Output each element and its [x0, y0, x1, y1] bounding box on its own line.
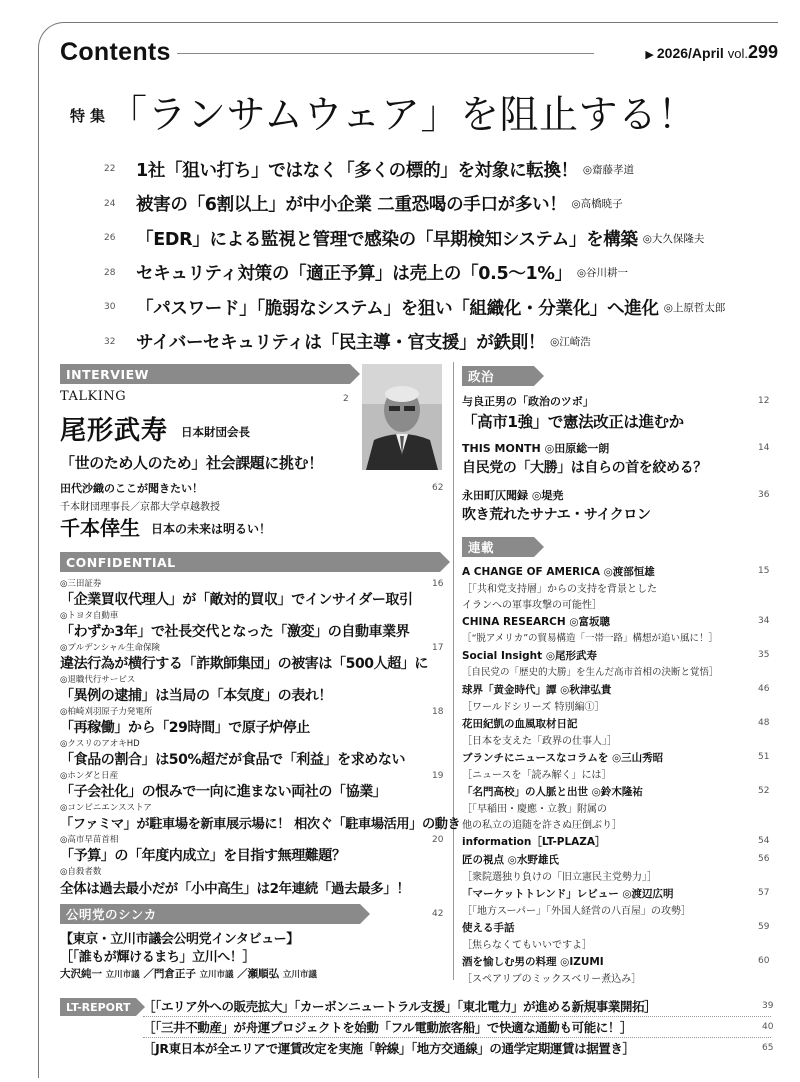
page-number: 22	[104, 164, 116, 175]
article-title: 被害の「6割以上」が中小企業 二重恐喝の手口が多い！	[136, 195, 567, 216]
page-number: 24	[104, 198, 116, 209]
rensai-label[interactable]: 酒を愉しむ男の料理 ◎IZUMI	[462, 956, 604, 968]
row-divider	[143, 1016, 771, 1017]
rensai-page: 59	[758, 922, 770, 932]
item-page: 16	[432, 579, 444, 589]
section-bar-interview	[60, 364, 350, 384]
item-title[interactable]: 「わずか3年」で社長交代となった「激変」の自動車業界	[60, 624, 410, 640]
rensai-page: 35	[758, 650, 770, 660]
item-company: ◎ホンダと日産	[60, 771, 119, 781]
article-title: 1社「狙い打ち」ではなく「多くの標的」を対象に転換！	[136, 160, 578, 181]
rensai-page: 51	[758, 752, 770, 762]
seiji-headline[interactable]: 吹き荒れたサナエ・サイクロン	[462, 507, 651, 523]
page-number: 32	[104, 336, 116, 347]
article-author: ◎高橋暁子	[571, 198, 623, 211]
column-divider	[453, 362, 454, 980]
rensai-label[interactable]: ブランチにニュースなコラムを ◎三山秀昭	[462, 752, 664, 764]
interview-headline: 「世のため人のため」社会課題に挑む！	[60, 454, 323, 472]
title-rule	[172, 53, 594, 54]
item-company: ◎自殺者数	[60, 867, 102, 877]
item-company: ◎高市早苗首相	[60, 835, 119, 845]
member-role: 立川市議	[199, 970, 234, 980]
vol-label: vol.	[727, 46, 748, 61]
article-title: 「パスワード」「脆弱なシステム」を狙い「組織化・分業化」へ進化	[136, 298, 659, 319]
rensai-sub: 他の私立の追随を許さぬ圧倒ぶり］	[462, 820, 622, 831]
separator: ／	[143, 968, 154, 980]
issue-info	[645, 42, 778, 63]
rensai-page: 60	[758, 956, 770, 966]
rensai-label[interactable]: 「名門高校」の人脈と出世 ◎鈴木隆祐	[462, 786, 643, 798]
item-company: ◎トヨタ自動車	[60, 611, 119, 621]
feature-article[interactable]	[104, 187, 780, 222]
seiji-headline[interactable]: 自民党の「大勝」は自らの首を絞める？	[462, 460, 707, 476]
section-label: INTERVIEW	[66, 366, 149, 382]
page-number: 26	[104, 233, 116, 244]
portrait-illustration	[362, 364, 442, 470]
issue-date: 2026/April	[656, 45, 724, 61]
article-title: 「EDR」による監視と管理で感染の「早期検知システム」を構築	[136, 229, 638, 250]
seiji-label: 与良正男の「政治のツボ」	[462, 395, 594, 408]
item-company: ◎柏崎刈羽原子力発電所	[60, 707, 153, 717]
interviewee-name[interactable]: 尾形武寿	[60, 416, 169, 446]
rensai-sub: ［“脱アメリカ”の貿易構造「一帯一路」構想が追い風に！］	[462, 633, 719, 644]
rensai-label[interactable]: 球界「黄金時代」譚 ◎秋津弘貴	[462, 684, 612, 696]
section-label: 連載	[468, 540, 495, 555]
item-title[interactable]: 「子会社化」の恨みで一向に進まない両社の「協業」	[60, 784, 387, 800]
feature-label: 特集	[70, 107, 111, 125]
item-company: ◎コンビニエンスストア	[60, 803, 152, 813]
section-label: 政治	[468, 369, 495, 384]
section-label: LT-REPORT	[66, 1000, 131, 1014]
q-affiliation: 千本財団理事長／京都大学卓越教授	[60, 502, 220, 513]
rensai-label[interactable]: 匠の視点 ◎水野雄氏	[462, 854, 559, 866]
feature-article[interactable]	[104, 256, 780, 291]
rensai-label[interactable]: Social Insight ◎尾形武寿	[462, 650, 597, 662]
article-title: セキュリティ対策の「適正予算」は売上の「0.5〜1%」	[136, 264, 572, 285]
feature-article[interactable]	[104, 325, 780, 360]
komei-page: 42	[432, 909, 444, 919]
rensai-label[interactable]: A CHANGE OF AMERICA ◎渡部恒雄	[462, 566, 655, 578]
member-name: 瀬順弘	[247, 968, 280, 980]
feature-article[interactable]	[104, 221, 780, 256]
section-label: CONFIDENTIAL	[66, 554, 176, 570]
item-page: 18	[432, 707, 444, 717]
item-title[interactable]: 「異例の逮捕」は当局の「本気度」の表れ！	[60, 688, 332, 704]
rensai-sub: ［自民党の「歴史的大勝」を生んだ高市首相の決断と覚悟］	[462, 667, 719, 678]
lt-report-title[interactable]: ［JR東日本が全エリアで運賃改定を実施「幹線」「地方交通線」の通学定期運賃は据置き］	[143, 1041, 635, 1056]
seiji-label: 永田町仄聞録 ◎堤尭	[462, 489, 564, 502]
komei-line2: ［「誰もが輝けるまち」立川へ！］	[60, 950, 256, 965]
article-author: ◎上原哲太郎	[663, 301, 726, 314]
rensai-sub: ［日本を支えた「政界の仕事人」］	[462, 736, 617, 747]
page-title: Contents	[60, 38, 177, 67]
section-bar-seiji	[462, 366, 534, 386]
item-page: 20	[432, 835, 444, 845]
rensai-sub: イランへの軍事攻撃の可能性］	[462, 600, 602, 611]
arrow-icon: ▶	[645, 49, 654, 61]
rensai-page: 56	[758, 854, 770, 864]
rensai-page: 46	[758, 684, 770, 694]
article-author: ◎谷川耕一	[576, 267, 629, 280]
rensai-label[interactable]: 使える手話	[462, 922, 515, 934]
item-title[interactable]: 「ファミマ」が駐車場を新車展示場に！ 相次ぐ「駐車場活用」の動き	[60, 817, 461, 832]
seiji-page: 14	[758, 443, 770, 453]
rensai-page: 57	[758, 888, 770, 898]
feature-title: 「ランサムウェア」を阻止する！	[108, 93, 697, 138]
item-title[interactable]: 全体は過去最小だが「小中高生」は2年連続「過去最多」！	[60, 881, 410, 897]
member-name: 大沢純一	[60, 968, 102, 980]
komei-members	[60, 966, 317, 981]
section-bar-lt-report	[60, 998, 136, 1016]
member-role: 立川市議	[105, 970, 140, 980]
rensai-sub: ［ワールドシリーズ 特別編①］	[462, 702, 605, 713]
rensai-sub: ［「地方スーパー」「外国人経営の八百屋」の攻勢］	[462, 906, 691, 917]
lt-report-page: 65	[762, 1043, 774, 1053]
item-company: ◎三田証券	[60, 579, 102, 589]
rensai-page: 52	[758, 786, 770, 796]
rensai-sub: ［焦らなくてもいいですよ］	[462, 940, 592, 951]
feature-article-list	[104, 152, 780, 359]
item-title[interactable]: 「再稼働」から「29時間」で原子炉停止	[60, 720, 310, 736]
interviewee-role: 日本財団会長	[181, 425, 250, 439]
rensai-sub: ［ニュースを「読み解く」には］	[462, 770, 612, 781]
section-bar-komei	[60, 904, 360, 924]
item-title[interactable]: 「企業買収代理人」が「敵対的買収」でインサイダー取引	[60, 592, 413, 608]
article-author: ◎大久保隆夫	[642, 232, 705, 245]
q-title: 田代沙織のここが聞きたい！	[60, 482, 203, 495]
lt-report-title[interactable]: ［「三井不動産」が舟運プロジェクトを始動「フル電動旅客船」で快適な通勤も可能に！］	[143, 1020, 633, 1035]
rensai-sub: ［スペアリブのミックスベリー煮込み］	[462, 974, 642, 985]
member-role: 立川市議	[282, 970, 317, 980]
rensai-page: 15	[758, 566, 770, 576]
rensai-label[interactable]: 「マーケットトレンド」レビュー ◎渡辺広明	[462, 888, 674, 900]
page-number: 28	[104, 267, 116, 278]
item-company: ◎クスリのアオキHD	[60, 739, 140, 749]
row-divider	[143, 1037, 771, 1038]
lt-report-page: 40	[762, 1022, 774, 1032]
seiji-label: THIS MONTH ◎田原総一朗	[462, 442, 610, 455]
komei-line1[interactable]: 【東京・立川市議会公明党インタビュー】	[60, 932, 299, 947]
rensai-label[interactable]: CHINA RESEARCH ◎富坂聰	[462, 616, 610, 628]
item-page: 19	[432, 771, 444, 781]
item-title[interactable]: 「食品の割合」は50%超だが食品で「利益」を求めない	[60, 752, 406, 768]
section-bar-confidential	[60, 552, 440, 572]
rensai-sub: ［「早稲田・慶應・立教」附属の	[462, 804, 607, 815]
rensai-label[interactable]: information［LT-PLAZA］	[462, 836, 606, 848]
article-author: ◎齋藤孝道	[582, 163, 635, 176]
vol-number: 299	[747, 42, 778, 62]
rensai-sub: ［「共和党支持層」からの支持を背景とした	[462, 584, 657, 595]
member-name: 門倉正子	[153, 968, 196, 980]
lt-report-page: 39	[762, 1001, 774, 1011]
separator: ／	[237, 968, 248, 980]
rensai-label[interactable]: 花田紀凱の血風取材日記	[462, 718, 578, 730]
item-title[interactable]: 「予算」の「年度内成立」を目指す無理難題？	[60, 848, 346, 864]
rensai-page: 34	[758, 616, 770, 626]
item-company: ◎退職代行サービス	[60, 675, 136, 685]
page-number: 30	[104, 302, 116, 313]
rensai-page: 48	[758, 718, 770, 728]
seiji-headline[interactable]: 「高市1強」で憲法改正は進むか	[462, 413, 684, 431]
section-label: 公明党のシンカ	[66, 907, 157, 922]
portrait-photo	[362, 364, 442, 470]
feature-article[interactable]	[104, 152, 780, 187]
section-bar-rensai	[462, 537, 534, 557]
q-page: 62	[432, 483, 444, 493]
q-name[interactable]: 千本倖生	[60, 516, 140, 540]
article-title: サイバーセキュリティは「民主導・官支援」が鉄則！	[136, 333, 546, 354]
rensai-sub: ［衆院選独り負けの「旧立憲民主党勢力」］	[462, 872, 657, 883]
seiji-page: 12	[758, 396, 770, 406]
rensai-page: 54	[758, 836, 770, 846]
item-company: ◎プルデンシャル生命保険	[60, 643, 161, 653]
article-author: ◎江崎浩	[550, 336, 591, 349]
talking-label: TALKING	[60, 389, 127, 404]
item-title[interactable]: 違法行為が横行する「詐欺師集団」の被害は「500人超」に	[60, 656, 429, 672]
talking-page: 2	[343, 394, 349, 404]
item-page: 17	[432, 643, 444, 653]
feature-article[interactable]	[104, 290, 780, 325]
q-headline: 日本の未来は明るい！	[151, 522, 272, 536]
seiji-page: 36	[758, 490, 770, 500]
lt-report-title[interactable]: ［「エリア外への販売拡大」「カーボンニュートラル支援」「東北電力」が進める新規事業開拓］	[143, 999, 657, 1014]
